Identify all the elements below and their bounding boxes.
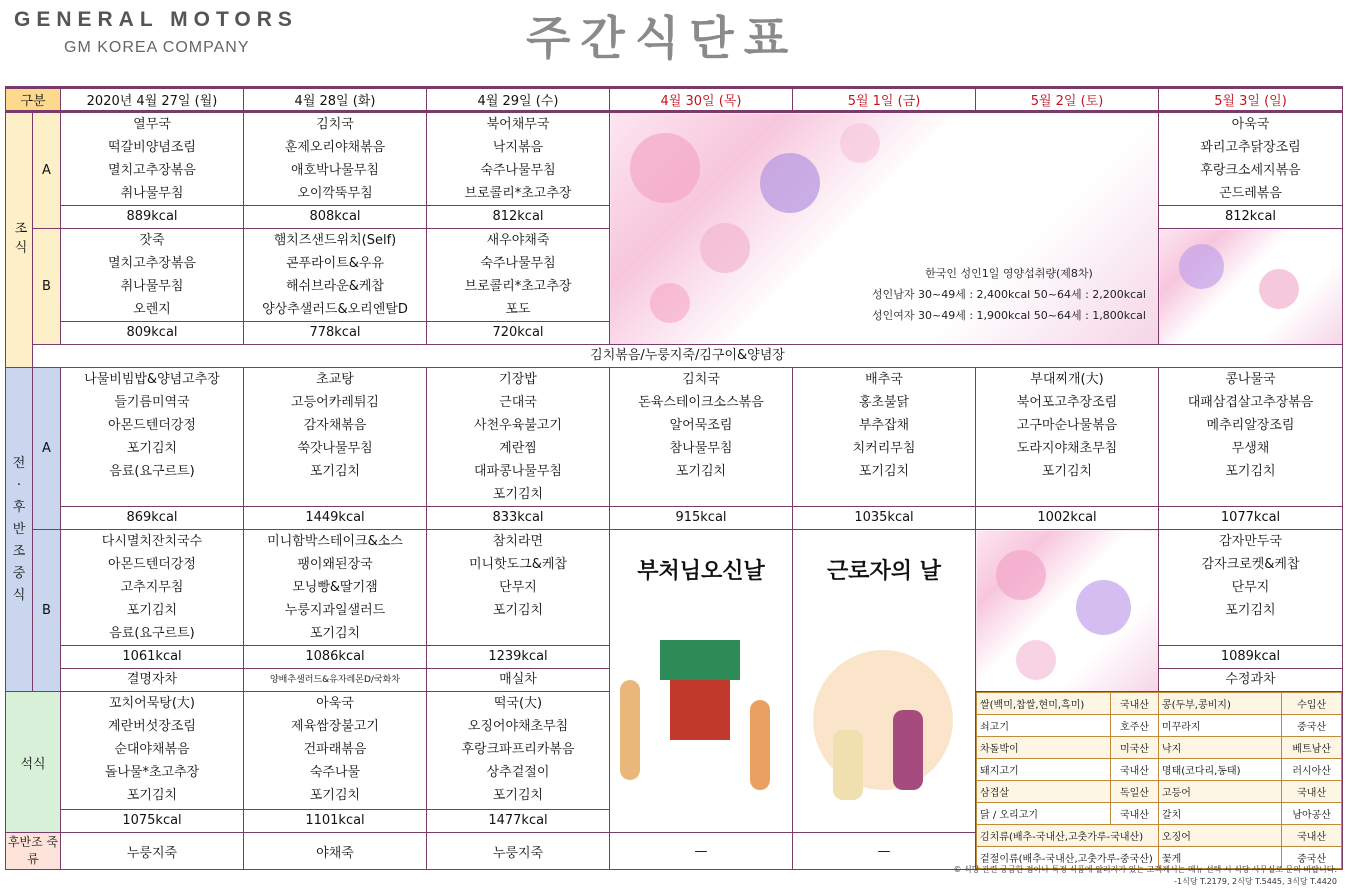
menu-item: 사천우육불고기	[474, 418, 562, 433]
menu-item: 떡갈비양념조림	[108, 140, 196, 155]
menu-item: 음료(요구르트)	[109, 464, 195, 479]
menu-item: 대패삼겹살고추장볶음	[1187, 395, 1314, 410]
day-header-thu: 4월 30일 (목)	[610, 88, 793, 112]
tea-mon: 결명자차	[61, 669, 244, 692]
company-logo-text: GENERAL MOTORS	[14, 8, 298, 31]
breakfast-a-wed	[427, 112, 610, 206]
menu-item: 후랑크소세지볶음	[1200, 163, 1301, 178]
kcal-value: 1086kcal	[244, 646, 427, 669]
menu-item: 나물비빔밥&양념고추장	[84, 372, 220, 387]
menu-item: 포기김치	[675, 464, 727, 479]
menu-item: 포도	[505, 302, 531, 317]
temple-building-illustration	[670, 680, 730, 740]
breakfast-b-wed	[427, 229, 610, 322]
menu-item: 제육쌈장불고기	[291, 719, 379, 734]
menu-item: 포기김치	[126, 441, 178, 456]
porridge-mon: 누룽지죽	[61, 833, 244, 870]
origin-panel	[976, 692, 1343, 870]
menu-item: 고구마순나물볶음	[1016, 418, 1118, 433]
flower-decoration	[1016, 640, 1056, 680]
gubun-header: 구분	[6, 88, 61, 112]
kcal-value: 1002kcal	[976, 507, 1159, 530]
menu-item: 포기김치	[1225, 464, 1276, 479]
holiday-labor-panel	[793, 530, 976, 833]
menu-item: 햄치즈샌드위치(Self)	[273, 233, 397, 248]
tea-wed: 매실차	[427, 669, 610, 692]
flower-decoration	[650, 283, 690, 323]
kcal-value: 1239kcal	[427, 646, 610, 669]
menu-item: 잣죽	[139, 233, 165, 248]
menu-item: 미니핫도그&케찹	[468, 557, 568, 572]
lunch-b-label: B	[33, 530, 61, 692]
day-header-sun: 5월 3일 (일)	[1159, 88, 1343, 112]
header-row	[6, 88, 1343, 112]
kcal-value: 1449kcal	[244, 507, 427, 530]
menu-item: 계란버섯장조림	[108, 719, 196, 734]
menu-item: 음료(요구르트)	[109, 626, 195, 641]
kcal-value: 812kcal	[1159, 206, 1343, 229]
breakfast-b-tue	[244, 229, 427, 322]
flower-decoration	[760, 153, 820, 213]
porridge-fri: —	[793, 833, 976, 870]
menu-item: 누룽지과일샐러드	[284, 603, 386, 618]
flower-decoration	[700, 223, 750, 273]
tea-sun: 수정과차	[1159, 669, 1343, 692]
person-illustration	[833, 730, 863, 800]
menu-item: 떡국(大)	[493, 696, 543, 711]
menu-item: 쑥갓나물무침	[297, 441, 373, 456]
menu-item: 후랑크파프리카볶음	[461, 742, 575, 757]
menu-item: 다시멸치잔치국수	[101, 534, 203, 549]
breakfast-category: 조식	[6, 112, 33, 368]
menu-item: 포기김치	[492, 487, 544, 502]
menu-item: 김치국	[682, 372, 720, 387]
kcal-value: 889kcal	[61, 206, 244, 229]
menu-item: 감자채볶음	[303, 418, 367, 433]
nutrition-flower-panel	[610, 112, 1159, 345]
kcal-value: 915kcal	[610, 507, 793, 530]
menu-item: 취나물무침	[120, 186, 184, 201]
lunch-a-tue	[244, 368, 427, 507]
nutrition-info	[872, 263, 1146, 326]
origin-table	[976, 692, 1342, 869]
menu-item: 부추잡채	[858, 418, 910, 433]
menu-item: 포기김치	[309, 788, 361, 803]
menu-item: 상추겉절이	[486, 765, 550, 780]
menu-item: 모닝빵&딸기잼	[292, 580, 378, 595]
menu-item: 돌나물*초고추장	[104, 765, 200, 780]
lunch-a-wed	[427, 368, 610, 507]
breakfast-common-row: 김치볶음/누룽지죽/김구이&양념장	[33, 345, 1343, 368]
menu-item: 열무국	[133, 117, 171, 132]
holiday-title: 부처님오신날	[637, 558, 765, 584]
person-illustration	[620, 680, 640, 780]
breakfast-a-mon	[61, 112, 244, 206]
menu-item: 팽이왜된장국	[297, 557, 373, 572]
menu-item: 북어포고추장조림	[1016, 395, 1118, 410]
temple-roof-illustration	[660, 640, 740, 680]
menu-item: 도라지야채초무침	[1016, 441, 1118, 456]
kcal-value: 809kcal	[61, 322, 244, 345]
porridge-tue: 야채죽	[244, 833, 427, 870]
porridge-thu: —	[610, 833, 793, 870]
kcal-value: 1089kcal	[1159, 646, 1343, 669]
page-header	[0, 0, 1345, 86]
flower-decoration	[630, 133, 700, 203]
breakfast-a-tue	[244, 112, 427, 206]
kcal-value: 1035kcal	[793, 507, 976, 530]
origin-row: 쇠고기 호주산 미꾸라지 중국산	[977, 715, 1342, 737]
menu-item: 훈제오리야채볶음	[284, 140, 386, 155]
breakfast-a-label: A	[33, 112, 61, 229]
dinner-wed	[427, 692, 610, 810]
day-header-sat: 5월 2일 (토)	[976, 88, 1159, 112]
menu-item: 김치국	[316, 117, 354, 132]
menu-item: 포기김치	[309, 464, 361, 479]
kcal-value: 778kcal	[244, 322, 427, 345]
menu-item: 치커리무침	[852, 441, 916, 456]
menu-item: 꽈리고추닭장조림	[1200, 140, 1301, 155]
menu-item: 미니함박스테이크&소스	[267, 534, 403, 549]
nutrition-female: 성인여자 30~49세 : 1,900kcal 50~64세 : 1,800kcal	[872, 309, 1146, 322]
menu-item: 아몬드텐더강정	[108, 557, 196, 572]
lunch-b-wed	[427, 530, 610, 646]
menu-item: 대파콩나물무침	[474, 464, 562, 479]
kcal-value: 1477kcal	[427, 809, 610, 832]
menu-item: 근대국	[499, 395, 537, 410]
kcal-value: 833kcal	[427, 507, 610, 530]
kcal-value: 808kcal	[244, 206, 427, 229]
origin-row: 김치류(배추-국내산,고춧가루-국내산) 오징어 국내산	[977, 825, 1342, 847]
breakfast-a-sun	[1159, 112, 1343, 206]
lunch-a-mon	[61, 368, 244, 507]
flower-decoration	[840, 123, 880, 163]
menu-item: 참나물무침	[669, 441, 733, 456]
flower-image-sat	[976, 530, 1159, 692]
porridge-wed: 누룽지죽	[427, 833, 610, 870]
company-subtitle: GM KOREA COMPANY	[64, 39, 250, 56]
kcal-value: 1077kcal	[1159, 507, 1343, 530]
menu-item: 돈육스테이크소스볶음	[638, 395, 764, 410]
nutrition-male: 성인남자 30~49세 : 2,400kcal 50~64세 : 2,200kcal	[872, 288, 1146, 301]
day-header-wed: 4월 29일 (수)	[427, 88, 610, 112]
weekly-menu-table	[5, 86, 1343, 870]
porridge-category: 후반조 죽류	[6, 833, 61, 870]
origin-row: 닭 / 오리고기 국내산 갈치 남아공산	[977, 803, 1342, 825]
menu-item: 꼬치어묵탕(大)	[109, 696, 195, 711]
menu-item: 브로콜리*초고추장	[464, 186, 572, 201]
kcal-value: 1075kcal	[61, 809, 244, 832]
holiday-buddha-panel	[610, 530, 793, 833]
lunch-b-mon	[61, 530, 244, 646]
dinner-category: 석식	[6, 692, 61, 833]
menu-item: 메추리알장조림	[1206, 418, 1295, 433]
origin-row: 삼겹살 독일산 고등어 국내산	[977, 781, 1342, 803]
menu-item: 포기김치	[126, 788, 178, 803]
nutrition-heading: 한국인 성인1일 영양섭취량(제8차)	[925, 267, 1093, 280]
flower-decoration	[1076, 580, 1131, 635]
day-header-tue: 4월 28일 (화)	[244, 88, 427, 112]
menu-item: 단무지	[499, 580, 537, 595]
menu-item: 고등어카레튀김	[291, 395, 379, 410]
flower-decoration	[996, 550, 1046, 600]
menu-item: 알어묵조림	[669, 418, 733, 433]
lunch-a-thu	[610, 368, 793, 507]
menu-item: 숙주나물무침	[480, 256, 556, 271]
origin-row: 쌀(백미,찹쌀,현미,흑미) 국내산 콩(두부,콩비지) 수입산	[977, 693, 1342, 715]
menu-item: 순대야채볶음	[114, 742, 190, 757]
page-title: 주간식단표	[526, 11, 799, 65]
menu-item: 애호박나물무침	[291, 163, 379, 178]
menu-item: 계란찜	[499, 441, 537, 456]
menu-item: 부대찌개(大)	[1030, 372, 1104, 387]
person-illustration	[893, 710, 923, 790]
menu-item: 포기김치	[1041, 464, 1093, 479]
menu-item: 감자만두국	[1219, 534, 1282, 549]
menu-item: 아욱국	[316, 696, 354, 711]
lunch-a-label: A	[33, 368, 61, 530]
menu-item: 새우야채죽	[486, 233, 550, 248]
dinner-mon	[61, 692, 244, 810]
menu-item: 고추지무침	[120, 580, 184, 595]
menu-item: 감자크로켓&케찹	[1201, 557, 1300, 572]
origin-row: 차돌박이 미국산 낙지 베트남산	[977, 737, 1342, 759]
lunch-category: 전·후반조 중식	[6, 368, 33, 692]
lunch-a-sat	[976, 368, 1159, 507]
footer-line1: © 식당 관련 궁금한 점이나 특정 식품에 알러지가 있는 고객께서는 메뉴 선택 시 식당 사무실로 문의 바랍니다.	[953, 865, 1337, 874]
menu-item: 콩나물국	[1225, 372, 1276, 387]
menu-item: 곤드레볶음	[1219, 186, 1282, 201]
menu-item: 포기김치	[858, 464, 910, 479]
origin-row: 돼지고기 국내산 명태(코다리,동태) 러시아산	[977, 759, 1342, 781]
menu-item: 초교탕	[316, 372, 354, 387]
day-header-fri: 5월 1일 (금)	[793, 88, 976, 112]
footer-note	[953, 864, 1337, 888]
holiday-title: 근로자의 날	[827, 558, 941, 584]
kcal-value: 869kcal	[61, 507, 244, 530]
menu-item: 콘푸라이트&우유	[285, 256, 385, 271]
menu-item: 아몬드텐더강정	[108, 418, 196, 433]
day-header-mon: 2020년 4월 27일 (월)	[61, 88, 244, 112]
flower-decoration	[1259, 269, 1299, 309]
menu-item: 오징어야채초무침	[467, 719, 569, 734]
menu-item: 들기름미역국	[114, 395, 190, 410]
menu-item: 브로콜리*초고추장	[464, 279, 572, 294]
kcal-value: 1101kcal	[244, 809, 427, 832]
menu-item: 취나물무침	[120, 279, 184, 294]
menu-item: 홍초불닭	[858, 395, 910, 410]
menu-item: 기장밥	[499, 372, 537, 387]
menu-item: 낙지볶음	[492, 140, 544, 155]
lunch-b-tue	[244, 530, 427, 646]
origin-row: 겉절이류(배추-국내산,고춧가루-중국산) 꽃게 중국산	[977, 847, 1342, 869]
menu-item: 참치라면	[492, 534, 544, 549]
menu-item: 북어채무국	[486, 117, 550, 132]
lunch-a-fri	[793, 368, 976, 507]
menu-item: 해쉬브라운&케찹	[285, 279, 385, 294]
menu-item: 멸치고추장볶음	[108, 163, 196, 178]
kcal-value: 812kcal	[427, 206, 610, 229]
menu-item: 포기김치	[492, 603, 544, 618]
menu-item: 배추국	[865, 372, 903, 387]
breakfast-b-label: B	[33, 229, 61, 345]
lunch-b-sun	[1159, 530, 1343, 646]
menu-item: 숙주나물무침	[480, 163, 556, 178]
lunch-a-sun	[1159, 368, 1343, 507]
menu-item: 건파래볶음	[303, 742, 367, 757]
menu-item: 멸치고추장볶음	[108, 256, 196, 271]
menu-item: 포기김치	[492, 788, 544, 803]
menu-item: 무생채	[1231, 441, 1270, 456]
person-illustration	[750, 700, 770, 790]
breakfast-b-mon	[61, 229, 244, 322]
menu-item: 양상추샐러드&오리엔탈D	[262, 302, 408, 317]
menu-item: 아욱국	[1231, 117, 1270, 132]
kcal-value: 1061kcal	[61, 646, 244, 669]
dinner-tue	[244, 692, 427, 810]
kcal-value: 720kcal	[427, 322, 610, 345]
footer-line2: -1식당 T.2179, 2식당 T.5445, 3식당 T.4420	[1174, 877, 1337, 886]
menu-item: 포기김치	[309, 626, 361, 641]
menu-item: 포기김치	[1225, 603, 1276, 618]
menu-item: 숙주나물	[309, 765, 361, 780]
menu-item: 오이깍뚝무침	[297, 186, 373, 201]
menu-item: 포기김치	[126, 603, 178, 618]
flower-image-sun	[1159, 229, 1343, 345]
tea-tue: 양배추샐러드&유자레몬D/국화차	[244, 669, 427, 692]
menu-item: 단무지	[1231, 580, 1270, 595]
flower-decoration	[1179, 244, 1224, 289]
menu-item: 오렌지	[133, 302, 171, 317]
